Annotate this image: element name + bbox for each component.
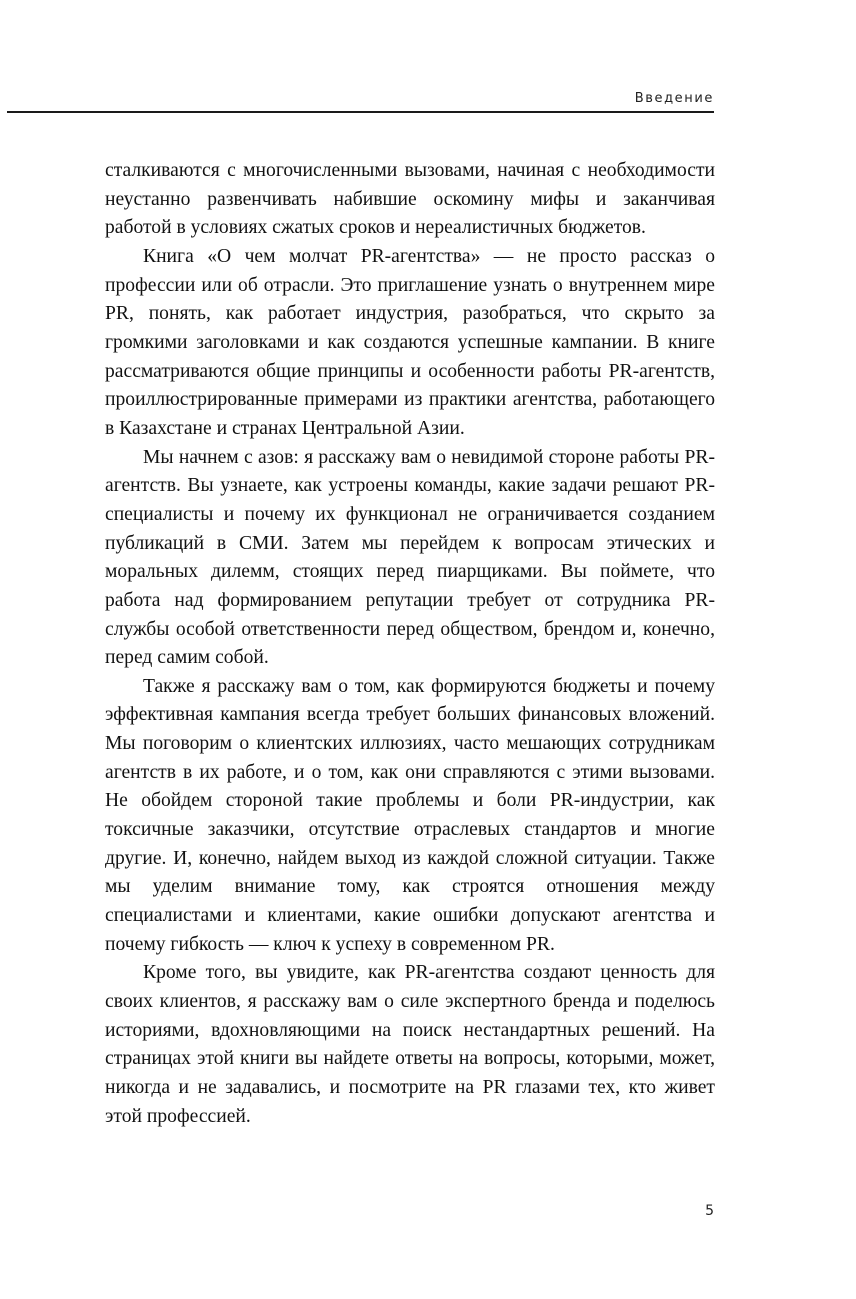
paragraph-3: Мы начнем с азов: я расскажу вам о невидимой стороне работы PR-агентств. Вы узнаете, как устроены команды, какие задачи решают PR-специалисты и почему их функционал не ограничивается созданием публикаций в СМИ. Затем мы перейдем к вопросам этических и моральных дилемм, стоящих перед пиарщиками. Вы поймете, что работа над формированием репутации требует от сотрудника PR-службы особой ответственности перед обществом, брендом и, конечно, перед самим собой. bbox=[105, 446, 715, 669]
paragraph-2: Книга «О чем молчат PR-агентства» — не просто рассказ о профессии или об отрасли. Это приглашение узнать о внутреннем мире PR, понять, как работает индустрия, разобраться, что скрыто за громкими заголовками и как создаются успешные кампании. В книге рассматриваются общие принципы и особенности работы PR-агентств, проиллюстрированные примерами из практики агентства, работающего в Казахстане и странах Центральной Азии. bbox=[105, 245, 715, 439]
paragraph-4: Также я расскажу вам о том, как формируются бюджеты и почему эффективная кампания всегда требует больших финансовых вложений. Мы поговорим о клиентских иллюзиях, часто мешающих сотрудникам агентств в их работе, и о том, как они справляются с этими вызовами. Не обойдем стороной такие проблемы и боли PR-индустрии, как токсичные заказчики, отсутствие отраслевых стандартов и многие другие. И, конечно, найдем выход из каждой сложной ситуации. Также мы уделим внимание тому, как строятся отношения между специалистами и клиентами, какие ошибки допускают агентства и почему гибкость — ключ к успеху в современном PR. bbox=[105, 675, 715, 955]
page-number: 5 bbox=[705, 1203, 714, 1219]
paragraph-5: Кроме того, вы увидите, как PR-агентства создают ценность для своих клиентов, я расскажу вам о силе экспертного бренда и поделюсь историями, вдохновляющими на поиск нестандартных решений. На страницах этой книги вы найдете ответы на вопросы, которыми, может, никогда и не задавались, и посмотрите на PR глазами тех, кто живет этой профессией. bbox=[105, 962, 715, 1127]
header-rule bbox=[7, 111, 714, 113]
running-title: Введение bbox=[634, 91, 714, 106]
paragraph-1: сталкиваются с многочисленными вызовами, начиная с необходимости неустанно развенчивать набившие оскомину мифы и заканчивая работой в условиях сжатых сроков и нереалистичных бюджетов. bbox=[105, 160, 715, 239]
page-body bbox=[105, 157, 715, 1131]
